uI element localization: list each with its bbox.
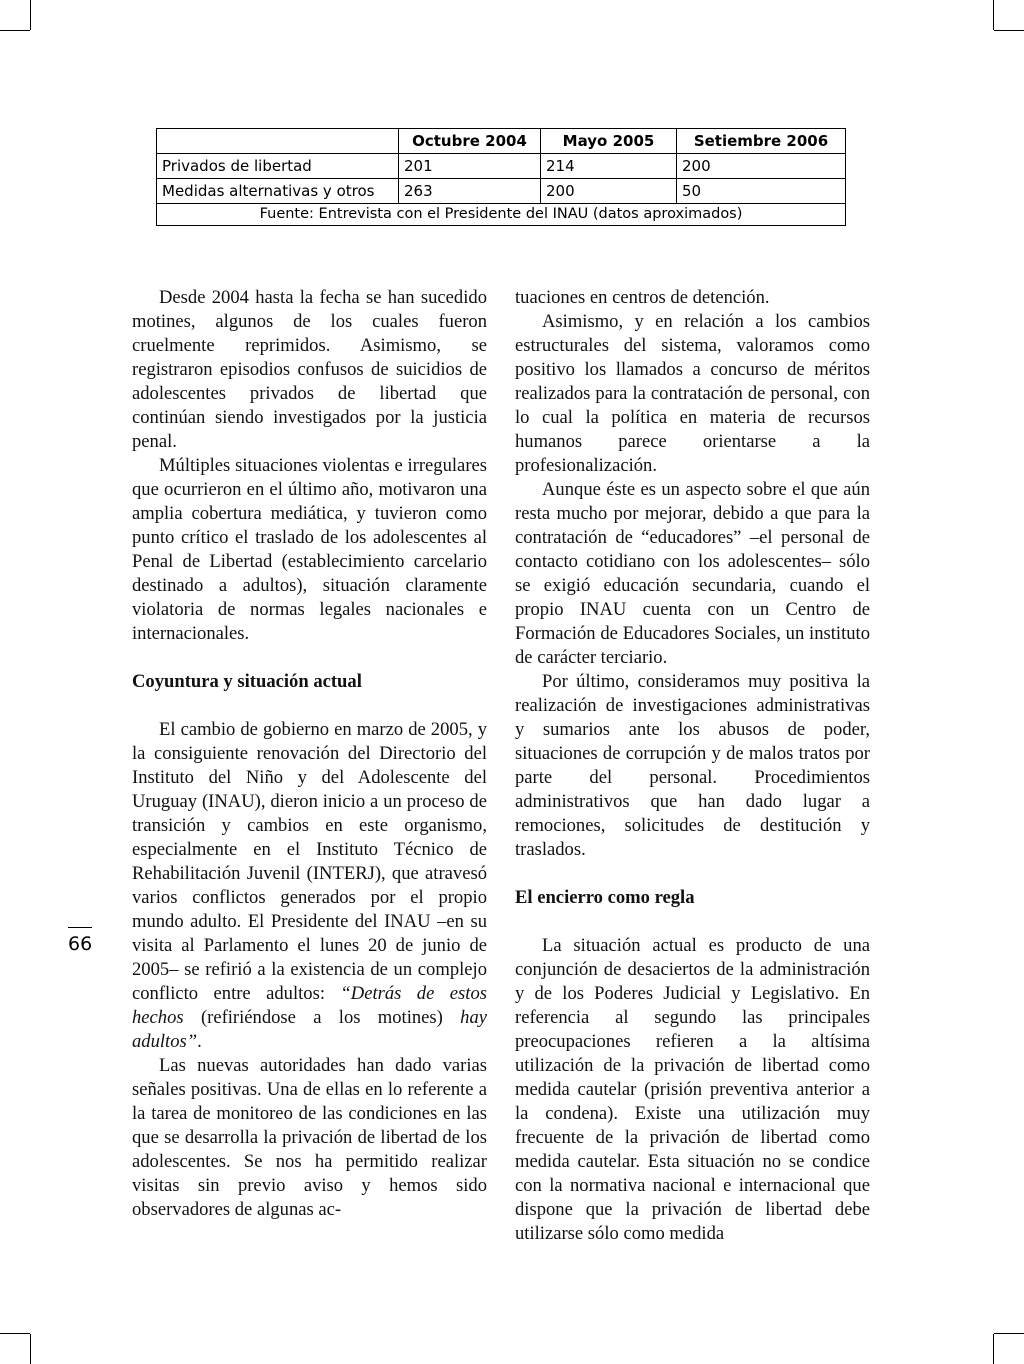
paragraph	[132, 718, 487, 1054]
table-cell: Medidas alternativas y otros	[157, 179, 399, 204]
right-column	[515, 286, 870, 1246]
paragraph-text: (refiriéndose a los motines)	[183, 1007, 461, 1028]
table-cell: 200	[677, 154, 846, 179]
table-cell: Privados de libertad	[157, 154, 399, 179]
paragraph-text: .	[197, 1031, 202, 1052]
table-cell: 214	[541, 154, 677, 179]
left-column	[132, 286, 487, 1222]
paragraph: tuaciones en centros de detención.	[515, 287, 770, 308]
section-heading: El encierro como regla	[515, 887, 695, 908]
table-row	[157, 154, 846, 179]
table-header-cell: Octubre 2004	[399, 129, 541, 154]
paragraph: Las nuevas autoridades han dado varias señales positivas. Una de ellas en lo referente a la tarea de monitoreo de las condiciones en las que se desarrolla la privación de libertad de los adolescentes. Se nos ha permitido realizar visitas sin previo aviso y hemos sido observadores de algunas ac-	[132, 1055, 487, 1220]
crop-mark-bottom-right-h	[994, 1333, 1024, 1334]
table-header-cell	[157, 129, 399, 154]
quote-italic: hay adultos”	[132, 1007, 487, 1052]
crop-mark-top-right-h	[994, 30, 1024, 31]
table-header-row	[157, 129, 846, 154]
paragraph: Múltiples situaciones violentas e irregulares que ocurrieron en el último año, motivaron una amplia cobertura mediática, y tuvieron como punto crítico el traslado de los adolescentes al Penal de Libertad (establecimiento carcelario destinado a adultos), situación claramente violatoria de normas legales nacionales e internacionales.	[132, 455, 487, 644]
crop-mark-top-left-v	[30, 0, 31, 30]
table-row	[157, 179, 846, 204]
paragraph-text: El cambio de gobierno en marzo de 2005, y la consiguiente renovación del Directorio del Instituto del Niño y del Adolescente del Uruguay (INAU), dieron inicio a un proceso de transición y cambios en este organismo, especialmente en el Instituto Técnico de Rehabilitación Juvenil (INTERJ), que atravesó varios conflictos generados por el propio mundo adulto. El Presidente del INAU –en su visita al Parlamento el lunes 20 de junio de 2005– se refirió a la existencia de un complejo conflicto entre adultos:	[132, 719, 487, 1004]
section-heading: Coyuntura y situación actual	[132, 671, 362, 692]
paragraph: Desde 2004 hasta la fecha se han sucedido motines, algunos de los cuales fueron cruelmente reprimidos. Asimismo, se registraron episodios confusos de suicidios de adolescentes privados de libertad que continúan siendo investigados por la justicia penal.	[132, 287, 487, 452]
crop-mark-bottom-right-v	[993, 1334, 994, 1364]
table-source-row	[157, 204, 846, 226]
table-cell: 263	[399, 179, 541, 204]
crop-mark-bottom-left-h	[0, 1333, 30, 1334]
table-cell: 200	[541, 179, 677, 204]
crop-mark-top-left-h	[0, 30, 30, 31]
paragraph: Por último, consideramos muy positiva la realización de investigaciones administrativas y sumarios ante los abusos de poder, situaciones de corrupción y de malos tratos por parte del personal. Procedimientos administrativos que han dado lugar a remociones, solicitudes de destitución y traslados.	[515, 671, 870, 860]
table-cell: 50	[677, 179, 846, 204]
table-source-note: Fuente: Entrevista con el Presidente del INAU (datos aproximados)	[157, 204, 846, 226]
paragraph: Aunque éste es un aspecto sobre el que aún resta mucho por mejorar, debido a que para la contratación de “educadores” –el personal de contacto cotidiano con los adolescentes– sólo se exigió educación secundaria, cuando el propio INAU cuenta con un Centro de Formación de Educadores Sociales, un instituto de carácter terciario.	[515, 479, 870, 668]
quote-italic: “Detrás de estos hechos	[132, 983, 487, 1028]
page-number-rule	[68, 927, 92, 928]
table-header-cell: Mayo 2005	[541, 129, 677, 154]
crop-mark-bottom-left-v	[30, 1334, 31, 1364]
crop-mark-top-right-v	[993, 0, 994, 30]
paragraph: Asimismo, y en relación a los cambios estructurales del sistema, valoramos como positivo los llamados a concurso de méritos realizados para la contratación de personal, con lo cual la política en materia de recursos humanos parece orientarse a la profesionalización.	[515, 311, 870, 476]
paragraph: La situación actual es producto de una conjunción de desaciertos de la administración y de los Poderes Judicial y Legislativo. En referencia al segundo las principales preocupaciones refieren a la altísima utilización de la privación de libertad como medida cautelar (prisión preventiva anterior a la condena). Existe una utilización muy frecuente de la privación de libertad como medida cautelar. Esta situación no se condice con la normativa nacional e internacional que dispone que la privación de libertad debe utilizarse sólo como medida	[515, 935, 870, 1244]
statistics-table	[156, 128, 846, 226]
table-cell: 201	[399, 154, 541, 179]
page-number: 66	[68, 933, 93, 955]
table-header-cell: Setiembre 2006	[677, 129, 846, 154]
